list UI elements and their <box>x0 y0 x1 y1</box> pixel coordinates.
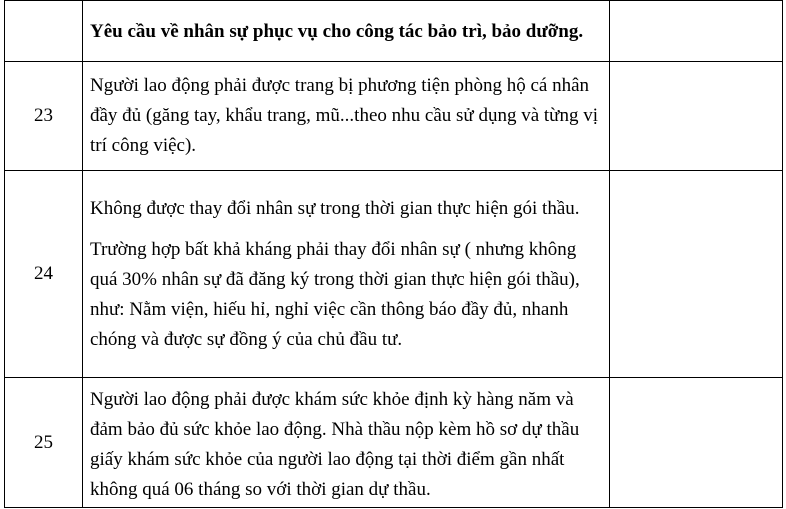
row-paragraph: Người lao động phải được khám sức khỏe định kỳ hàng năm và đảm bảo đủ sức khỏe lao động. Nhà thầu nộp kèm hồ sơ dự thầu giấy khám sức khỏe của người lao động tại thời điểm gần nhất không quá 06 tháng so với thời gian dự thầu. <box>90 389 580 500</box>
table-row <box>5 171 783 378</box>
row-note-cell <box>610 171 783 378</box>
row-paragraph: Người lao động phải được trang bị phương tiện phòng hộ cá nhân đầy đủ (găng tay, khẩu trang, mũ...theo nhu cầu sử dụng và từng vị trí công việc). <box>90 75 598 156</box>
row-note-cell <box>610 62 783 171</box>
section-heading: Yêu cầu về nhân sự phục vụ cho công tác bảo trì, bảo dưỡng. <box>90 21 584 42</box>
row-content <box>83 62 610 171</box>
requirements-table <box>4 0 783 508</box>
table-row <box>5 378 783 508</box>
row-content <box>83 171 610 378</box>
row-paragraph: Không được thay đổi nhân sự trong thời gian thực hiện gói thầu. <box>90 197 580 219</box>
row-number: 24 <box>5 171 83 378</box>
row-note-cell <box>610 378 783 508</box>
row-number: 25 <box>5 378 83 508</box>
row-number: 23 <box>5 62 83 171</box>
table-row <box>5 62 783 171</box>
section-header-row <box>5 1 783 62</box>
header-note-cell <box>610 1 783 62</box>
row-content <box>83 378 610 508</box>
section-heading-cell <box>83 1 610 62</box>
row-paragraph: Trường hợp bất khả kháng phải thay đổi nhân sự ( nhưng không quá 30% nhân sự đã đăng ký trong thời gian thực hiện gói thầu), như: Nằm viện, hiếu hỉ, nghỉ việc cần thông báo đầy đủ, nhanh chóng và được sự đồng ý của chủ đầu tư. <box>90 238 580 350</box>
header-number-cell <box>5 1 83 62</box>
